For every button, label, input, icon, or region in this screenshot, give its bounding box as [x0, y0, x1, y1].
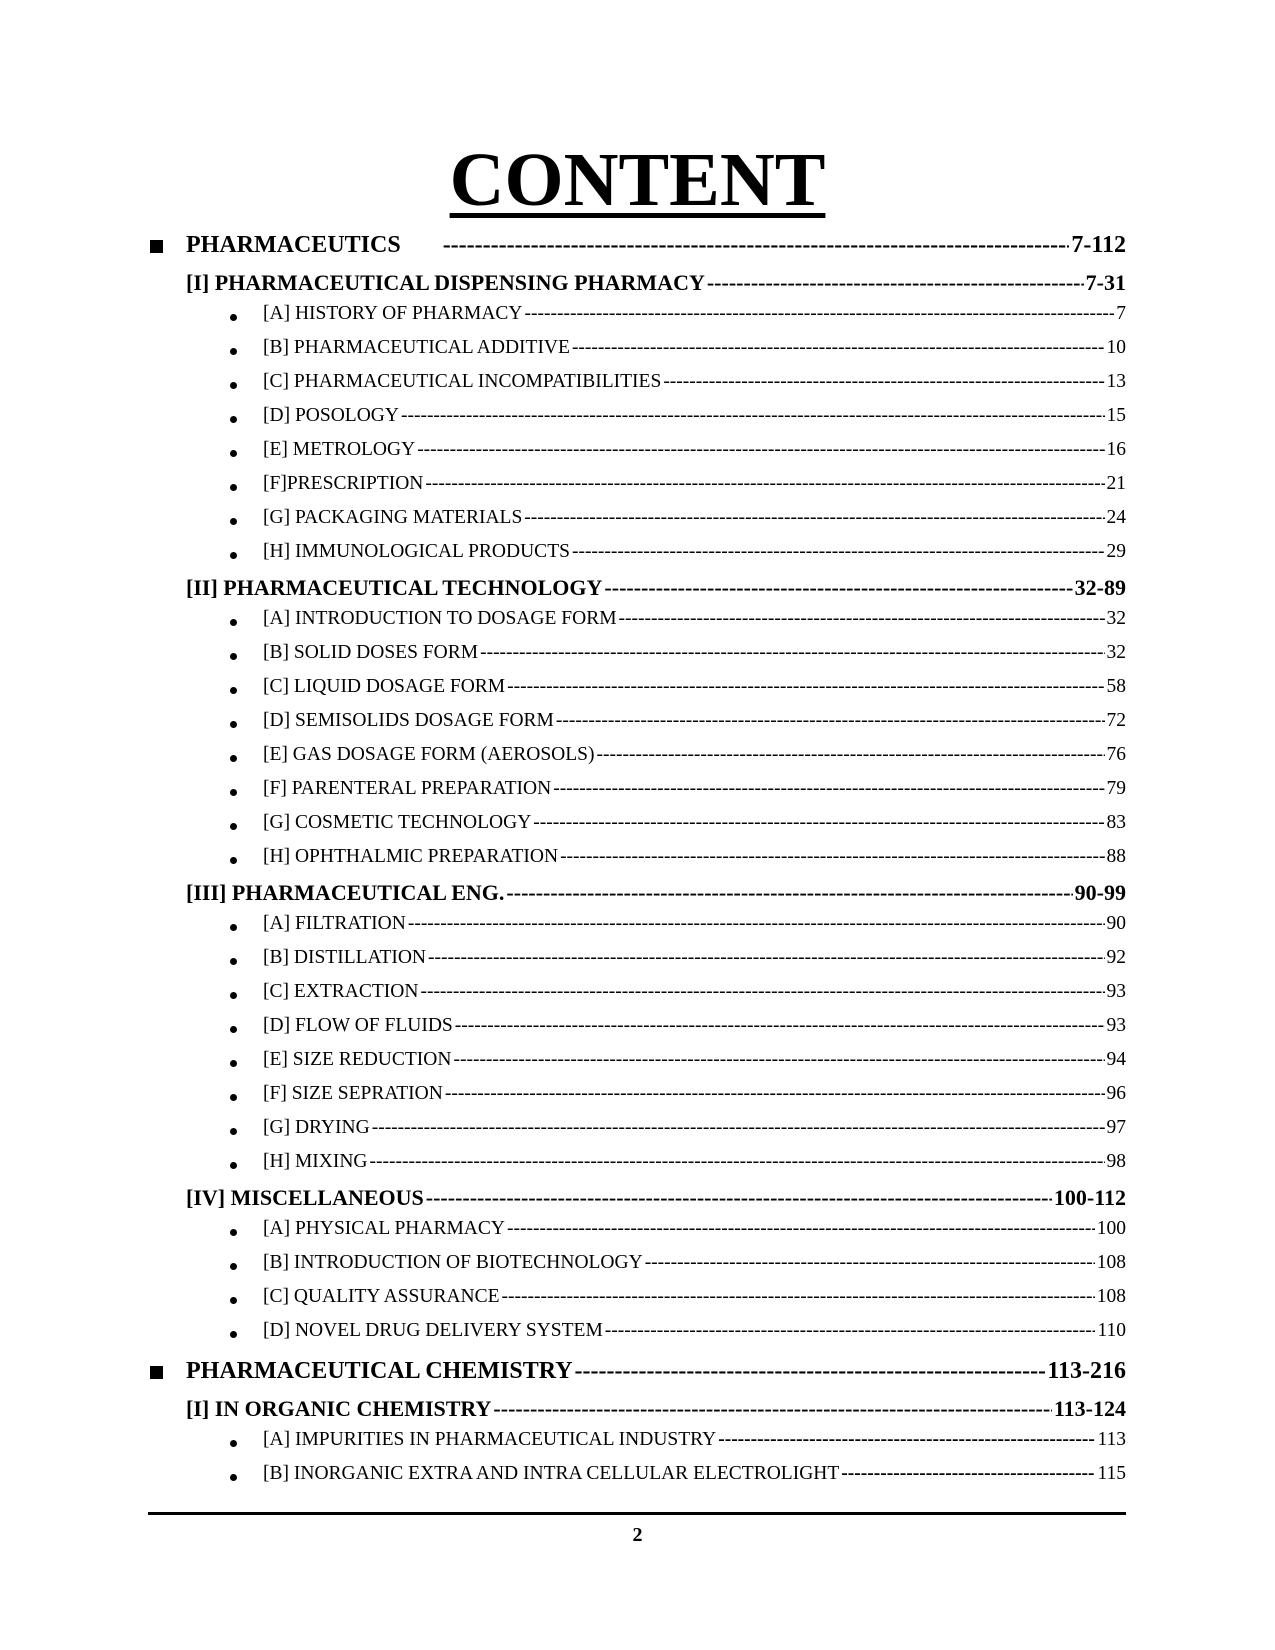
bullet-icon: [230, 1026, 237, 1033]
toc-item-page: 76: [1106, 744, 1126, 765]
toc-chapter[interactable]: [148, 1396, 1126, 1429]
toc-item[interactable]: [148, 337, 1126, 371]
toc-item-page: 7: [1116, 303, 1126, 324]
bullet-icon: [230, 518, 237, 525]
bullet-icon: [230, 1263, 237, 1270]
toc-item-title: [B] SOLID DOSES FORM: [263, 642, 479, 663]
toc-item[interactable]: [148, 676, 1126, 710]
toc-item-page: 72: [1106, 710, 1126, 731]
toc-item[interactable]: [148, 371, 1126, 405]
dot-leader: [370, 1151, 1105, 1173]
toc-item-title: [C] LIQUID DOSAGE FORM: [263, 676, 506, 697]
toc-section-title: PHARMACEUTICAL CHEMISTRY: [186, 1358, 573, 1384]
toc-item-page: 108: [1096, 1286, 1126, 1307]
toc-item[interactable]: [148, 303, 1126, 337]
dot-leader: [572, 337, 1105, 359]
dot-leader: [493, 1396, 1051, 1422]
toc-chapter-pages: 113-124: [1053, 1396, 1126, 1421]
bullet-icon: [230, 924, 237, 931]
toc-item-page: 16: [1106, 439, 1126, 460]
toc-item[interactable]: [148, 642, 1126, 676]
dot-leader: [417, 439, 1104, 461]
dot-leader: [663, 371, 1104, 393]
toc-item[interactable]: [148, 1083, 1126, 1117]
toc-item-title: [H] IMMUNOLOGICAL PRODUCTS: [263, 541, 570, 562]
toc-item[interactable]: [148, 1151, 1126, 1185]
toc-chapter[interactable]: [148, 880, 1126, 913]
toc-section-pages: 7-112: [1071, 232, 1126, 258]
toc-chapter[interactable]: [148, 1185, 1126, 1218]
toc-item-title: [A] IMPURITIES IN PHARMACEUTICAL INDUSTRY: [263, 1429, 717, 1450]
dot-leader: [560, 846, 1104, 868]
toc-item-title: [C] EXTRACTION: [263, 981, 419, 1002]
toc-item-title: [F] SIZE SEPRATION: [263, 1083, 443, 1104]
bullet-icon: [230, 755, 237, 762]
toc-chapter-pages: 32-89: [1074, 575, 1126, 600]
toc-item-page: 113: [1097, 1429, 1126, 1450]
dot-leader: [426, 1185, 1052, 1211]
toc-chapter-pages: 100-112: [1053, 1185, 1126, 1210]
toc-item-title: [G] PACKAGING MATERIALS: [263, 507, 523, 528]
dot-leader: [443, 232, 1070, 259]
toc-item[interactable]: [148, 1015, 1126, 1049]
dot-leader: [524, 507, 1104, 529]
dot-leader: [597, 744, 1105, 766]
toc-item-title: [C] QUALITY ASSURANCE: [263, 1286, 500, 1307]
bullet-icon: [230, 484, 237, 491]
dot-leader: [507, 1218, 1095, 1240]
dot-leader: [453, 1049, 1104, 1071]
toc-chapter[interactable]: [148, 270, 1126, 303]
dot-leader: [445, 1083, 1105, 1105]
bullet-icon: [230, 552, 237, 559]
toc-item[interactable]: [148, 1218, 1126, 1252]
toc-item[interactable]: [148, 846, 1126, 880]
toc-item[interactable]: [148, 1320, 1126, 1354]
dot-leader: [428, 947, 1104, 969]
bullet-icon: [230, 314, 237, 321]
toc-item-title: [A] PHYSICAL PHARMACY: [263, 1218, 505, 1239]
toc-item-page: 15: [1106, 405, 1126, 426]
toc-item-page: 94: [1106, 1049, 1126, 1070]
bullet-icon: [230, 416, 237, 423]
toc-item[interactable]: [148, 812, 1126, 846]
dot-leader: [420, 981, 1104, 1003]
toc-item-title: [G] COSMETIC TECHNOLOGY: [263, 812, 532, 833]
toc-item-title: [H] MIXING: [263, 1151, 368, 1172]
toc-item-title: [B] DISTILLATION: [263, 947, 427, 968]
toc-item[interactable]: [148, 507, 1126, 541]
toc-item-page: 90: [1106, 913, 1126, 934]
toc-chapter-pages: 90-99: [1074, 880, 1126, 905]
toc-section[interactable]: [148, 1358, 1126, 1396]
dot-leader: [372, 1117, 1105, 1139]
bullet-icon: [230, 992, 237, 999]
table-of-contents: [148, 232, 1126, 1497]
toc-item-page: 110: [1097, 1320, 1126, 1341]
bullet-icon: [230, 1229, 237, 1236]
toc-chapter-pages: 7-31: [1085, 270, 1126, 295]
toc-item[interactable]: [148, 541, 1126, 575]
dot-leader: [707, 270, 1084, 296]
dot-leader: [425, 473, 1104, 495]
dot-leader: [507, 676, 1104, 698]
toc-chapter[interactable]: [148, 575, 1126, 608]
dot-leader: [575, 1358, 1046, 1385]
toc-item-page: 21: [1106, 473, 1126, 494]
toc-item-page: 115: [1097, 1463, 1126, 1484]
toc-chapter-title: [III] PHARMACEUTICAL ENG.: [186, 880, 505, 905]
dot-leader: [619, 608, 1105, 630]
bullet-icon: [230, 1094, 237, 1101]
toc-item[interactable]: [148, 947, 1126, 981]
toc-item-page: 32: [1106, 642, 1126, 663]
toc-item-title: [D] NOVEL DRUG DELIVERY SYSTEM: [263, 1320, 603, 1341]
dot-leader: [605, 1320, 1096, 1342]
bullet-icon: [230, 653, 237, 660]
toc-item-title: [A] FILTRATION: [263, 913, 406, 934]
bullet-icon: [230, 1060, 237, 1067]
toc-item[interactable]: [148, 1429, 1126, 1463]
bullet-icon: [230, 687, 237, 694]
toc-item-page: 93: [1106, 1015, 1126, 1036]
toc-item-title: [F]PRESCRIPTION: [263, 473, 424, 494]
toc-item[interactable]: [148, 608, 1126, 642]
toc-item-title: [D] POSOLOGY: [263, 405, 399, 426]
toc-section-title: PHARMACEUTICS: [186, 232, 401, 258]
toc-chapter-title: [II] PHARMACEUTICAL TECHNOLOGY: [186, 575, 603, 600]
dot-leader: [718, 1429, 1095, 1451]
toc-item-title: [E] SIZE REDUCTION: [263, 1049, 452, 1070]
toc-item-page: 96: [1106, 1083, 1126, 1104]
toc-item-page: 98: [1106, 1151, 1126, 1172]
dot-leader: [841, 1463, 1095, 1485]
bullet-icon: [230, 1440, 237, 1447]
bullet-icon: [230, 1331, 237, 1338]
toc-item-page: 100: [1096, 1218, 1126, 1239]
bullet-icon: [230, 958, 237, 965]
toc-item-page: 24: [1106, 507, 1126, 528]
dot-leader: [408, 913, 1105, 935]
bullet-icon: [230, 823, 237, 830]
toc-item[interactable]: [148, 744, 1126, 778]
dot-leader: [480, 642, 1104, 664]
page-title: CONTENT: [449, 138, 826, 222]
dot-leader: [502, 1286, 1095, 1308]
toc-item-page: 10: [1106, 337, 1126, 358]
toc-item-title: [B] INTRODUCTION OF BIOTECHNOLOGY: [263, 1252, 643, 1273]
bullet-icon: [230, 1297, 237, 1304]
toc-item-page: 58: [1106, 676, 1126, 697]
bullet-icon: [230, 382, 237, 389]
toc-item-title: [G] DRYING: [263, 1117, 370, 1138]
footer-rule: [148, 1512, 1126, 1515]
dot-leader: [572, 541, 1105, 563]
bullet-icon: [230, 619, 237, 626]
dot-leader: [556, 710, 1105, 732]
toc-item-page: 88: [1106, 846, 1126, 867]
toc-item[interactable]: [148, 913, 1126, 947]
toc-item[interactable]: [148, 981, 1126, 1015]
dot-leader: [604, 575, 1072, 601]
toc-item-page: 93: [1106, 981, 1126, 1002]
toc-item-page: 108: [1096, 1252, 1126, 1273]
toc-item-page: 13: [1106, 371, 1126, 392]
toc-item[interactable]: [148, 1252, 1126, 1286]
toc-item[interactable]: [148, 405, 1126, 439]
bullet-icon: [230, 721, 237, 728]
toc-item-title: [E] GAS DOSAGE FORM (AEROSOLS): [263, 744, 595, 765]
bullet-icon: [230, 1128, 237, 1135]
toc-item[interactable]: [148, 710, 1126, 744]
toc-item[interactable]: [148, 1117, 1126, 1151]
toc-item-page: 32: [1106, 608, 1126, 629]
toc-chapter-title: [I] IN ORGANIC CHEMISTRY: [186, 1396, 492, 1421]
bullet-icon: [230, 1162, 237, 1169]
toc-item[interactable]: [148, 1049, 1126, 1083]
toc-item-page: 83: [1106, 812, 1126, 833]
dot-leader: [401, 405, 1105, 427]
toc-section[interactable]: [148, 232, 1126, 270]
toc-item[interactable]: [148, 473, 1126, 507]
toc-item-page: 92: [1106, 947, 1126, 968]
toc-item-title: [D] SEMISOLIDS DOSAGE FORM: [263, 710, 554, 731]
toc-item-title: [E] METROLOGY: [263, 439, 416, 460]
dot-leader: [553, 778, 1104, 800]
dot-leader: [645, 1252, 1095, 1274]
toc-item-page: 97: [1106, 1117, 1126, 1138]
toc-item[interactable]: [148, 439, 1126, 473]
toc-item-title: [D] FLOW OF FLUIDS: [263, 1015, 453, 1036]
toc-item-title: [A] INTRODUCTION TO DOSAGE FORM: [263, 608, 617, 629]
bullet-icon: [230, 857, 237, 864]
square-bullet-icon: [150, 1366, 163, 1379]
bullet-icon: [230, 450, 237, 457]
toc-item[interactable]: [148, 1463, 1126, 1497]
toc-item-title: [C] PHARMACEUTICAL INCOMPATIBILITIES: [263, 371, 662, 392]
bullet-icon: [230, 348, 237, 355]
toc-item-page: 29: [1106, 541, 1126, 562]
bullet-icon: [230, 789, 237, 796]
bullet-icon: [230, 1474, 237, 1481]
toc-item[interactable]: [148, 1286, 1126, 1320]
toc-chapter-title: [IV] MISCELLANEOUS: [186, 1185, 424, 1210]
dot-leader: [506, 880, 1072, 906]
toc-item-title: [F] PARENTERAL PREPARATION: [263, 778, 552, 799]
square-bullet-icon: [150, 240, 163, 253]
toc-item-title: [B] PHARMACEUTICAL ADDITIVE: [263, 337, 570, 358]
toc-item-title: [B] INORGANIC EXTRA AND INTRA CELLULAR ELECTROLIGHT: [263, 1463, 840, 1484]
toc-section-pages: 113-216: [1047, 1358, 1126, 1384]
page-number: 2: [632, 1524, 643, 1546]
toc-item-title: [A] HISTORY OF PHARMACY: [263, 303, 523, 324]
dot-leader: [455, 1015, 1105, 1037]
toc-item-title: [H] OPHTHALMIC PREPARATION: [263, 846, 559, 867]
dot-leader: [533, 812, 1104, 834]
toc-chapter-title: [I] PHARMACEUTICAL DISPENSING PHARMACY: [186, 270, 705, 295]
toc-item-page: 79: [1106, 778, 1126, 799]
toc-item[interactable]: [148, 778, 1126, 812]
dot-leader: [525, 303, 1115, 325]
